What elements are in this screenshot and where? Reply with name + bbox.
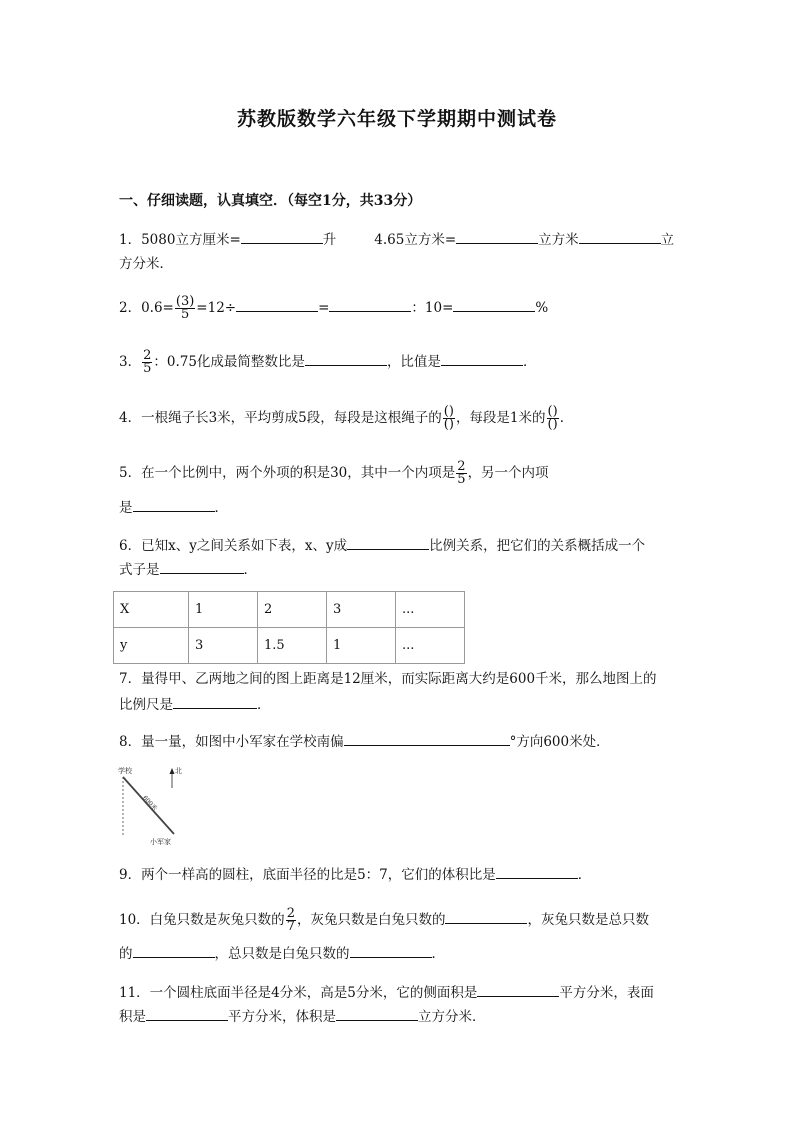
q1-blank-1[interactable]: [241, 229, 323, 244]
q3-text-2: ：0.75化成最简整数比是: [153, 354, 305, 370]
q5-text-2: ，另一个内项: [467, 465, 549, 481]
q3-text-3: ，比值是: [386, 354, 441, 370]
q3-fraction: [142, 350, 152, 375]
q10-blank-1[interactable]: [445, 909, 527, 924]
table-cell: 1: [327, 628, 396, 664]
question-5-cont: [119, 497, 228, 518]
q2-text: 2．0.6=: [119, 300, 174, 316]
q5-text: 5．在一个比例中，两个外项的积是30，其中一个内项是: [119, 465, 456, 481]
table-cell: ...: [396, 628, 465, 664]
q4-frac1-den: (): [443, 417, 454, 432]
q10-text-3: ，灰兔只数是总只数: [527, 912, 649, 928]
table-cell: 1: [189, 592, 258, 628]
q4-frac1-num: (): [443, 404, 454, 419]
table-cell: y: [114, 628, 189, 664]
q10-text-4: 的: [119, 946, 133, 962]
q3-blank-1[interactable]: [305, 351, 387, 366]
question-3: [119, 350, 536, 375]
q7-text-2: 比例尺是: [119, 697, 173, 713]
table-cell: X: [114, 592, 189, 628]
q3-blank-2[interactable]: [441, 351, 523, 366]
q4-text: 4．一根绳子长3米，平均剪成5段，每段是这根绳子的: [119, 410, 442, 426]
question-7: 7．量得甲、乙两地之间的图上距离是12厘米，而实际距离大约是600千米，那么地图上的: [119, 671, 657, 687]
q6-blank-2[interactable]: [160, 559, 244, 574]
table-cell: 1.5: [258, 628, 327, 664]
question-10: [119, 908, 649, 933]
q5-text-3: 是: [119, 500, 133, 516]
q2-frac-den: 5: [180, 307, 190, 322]
q9-blank[interactable]: [496, 864, 578, 879]
question-11-cont: [119, 1006, 486, 1027]
q2-blank-3[interactable]: [453, 297, 535, 312]
q10-blank-2[interactable]: [133, 943, 215, 958]
q10-frac-num: 2: [286, 906, 295, 921]
label-distance: 600米: [141, 794, 159, 812]
q1-text: 1．5080立方厘米=: [119, 232, 241, 248]
q5-fraction: [456, 461, 466, 486]
question-10-cont: [119, 943, 445, 964]
page-title: 苏教版数学六年级下学期期中测试卷: [236, 108, 557, 130]
question-11: [119, 982, 654, 1003]
q5-frac-num: 2: [457, 459, 466, 474]
table-row: [114, 592, 465, 628]
q1-blank-2[interactable]: [456, 229, 538, 244]
q3-text: 3．: [119, 354, 142, 370]
q11-text-3: 积是: [119, 1009, 146, 1025]
question-6-cont: [119, 559, 257, 580]
q10-text: 10．白兔只数是灰兔只数的: [119, 912, 285, 928]
q2-frac-num: (3): [175, 294, 195, 309]
question-9: [119, 864, 591, 885]
q6-period: ．: [243, 562, 257, 578]
q11-text-4: 平方分米，体积是: [228, 1009, 336, 1025]
xy-table: [113, 591, 465, 664]
q2-blank-2[interactable]: [329, 297, 411, 312]
q10-frac-den: 7: [286, 919, 295, 934]
q7-blank[interactable]: [173, 694, 257, 709]
q4-frac2-den: (): [547, 417, 558, 432]
q9-period: ．: [577, 867, 592, 883]
table-cell: 2: [258, 592, 327, 628]
label-school: 学校: [118, 767, 132, 775]
label-north: 北: [175, 767, 182, 775]
q6-text: 6．已知x、y之间关系如下表，x、y成: [119, 538, 348, 554]
q11-blank-3[interactable]: [336, 1006, 418, 1021]
question-2: [119, 296, 548, 321]
table-cell: ...: [396, 592, 465, 628]
q8-text: 8．量一量，如图中小军家在学校南偏: [119, 734, 344, 750]
section-heading: 一、仔细读题，认真填空．（每空1分，共33分）: [119, 193, 422, 209]
q10-fraction: [286, 908, 296, 933]
q3-period: ．: [522, 354, 537, 370]
q1-unit-3: 立: [660, 232, 675, 248]
q3-frac-num: 2: [143, 348, 152, 363]
q5-blank[interactable]: [133, 497, 215, 512]
north-arrowhead-icon: [170, 768, 175, 774]
q1-blank-3[interactable]: [579, 229, 661, 244]
q5-frac-den: 5: [457, 472, 466, 487]
q4-period: ．: [559, 410, 574, 426]
q6-text-2: 比例关系，把它们的关系概括成一个: [429, 538, 646, 554]
table-cell: 3: [327, 592, 396, 628]
q1-unit-1: 升: [322, 232, 337, 248]
q2-percent: %: [535, 300, 549, 316]
question-7-cont: [119, 694, 271, 715]
q3-frac-den: 5: [143, 361, 152, 376]
q11-text-5: 立方分米．: [418, 1009, 486, 1025]
q4-frac2-num: (): [547, 404, 558, 419]
q9-text: 9．两个一样高的圆柱，底面半径的比是5：7，它们的体积比是: [119, 867, 496, 883]
q2-eq: =: [318, 300, 330, 316]
question-1-cont: 方分米．: [119, 256, 173, 272]
q6-blank-1[interactable]: [347, 535, 429, 550]
question-8: [119, 731, 610, 752]
q7-period: ．: [257, 697, 271, 713]
q11-text: 11．一个圆柱底面半径是4分米，高是5分米，它的侧面积是: [119, 985, 478, 1001]
q11-blank-2[interactable]: [146, 1006, 228, 1021]
q11-text-2: 平方分米，表面: [559, 985, 654, 1001]
table-cell: 3: [189, 628, 258, 664]
q10-period: ．: [431, 946, 445, 962]
label-home: 小军家: [150, 838, 171, 846]
q2-text-2: =12÷: [196, 300, 237, 316]
q4-fraction-2[interactable]: [547, 406, 559, 431]
question-6: [119, 535, 645, 556]
q4-text-2: ，每段是1米的: [455, 410, 546, 426]
q2-blank-1[interactable]: [236, 297, 318, 312]
q1-text-2: 4.65立方米=: [374, 232, 457, 248]
q8-text-2: °方向600米处．: [509, 734, 610, 750]
question-4: [119, 406, 573, 431]
table-row: [114, 628, 465, 664]
q4-fraction-1[interactable]: [443, 406, 455, 431]
q5-period: ．: [214, 500, 228, 516]
q8-blank[interactable]: [344, 731, 510, 746]
q2-text-3: ：10=: [411, 300, 454, 316]
q10-blank-3[interactable]: [350, 943, 432, 958]
question-5: [119, 461, 549, 486]
q2-fraction: [175, 296, 195, 321]
q1-unit-2: 立方米: [538, 232, 579, 248]
q6-text-3: 式子是: [119, 562, 160, 578]
q11-blank-1[interactable]: [477, 982, 559, 997]
q10-text-5: ，总只数是白兔只数的: [214, 946, 350, 962]
direction-map: [116, 764, 196, 848]
q10-text-2: ，灰兔只数是白兔只数的: [296, 912, 446, 928]
question-1: [119, 229, 674, 250]
